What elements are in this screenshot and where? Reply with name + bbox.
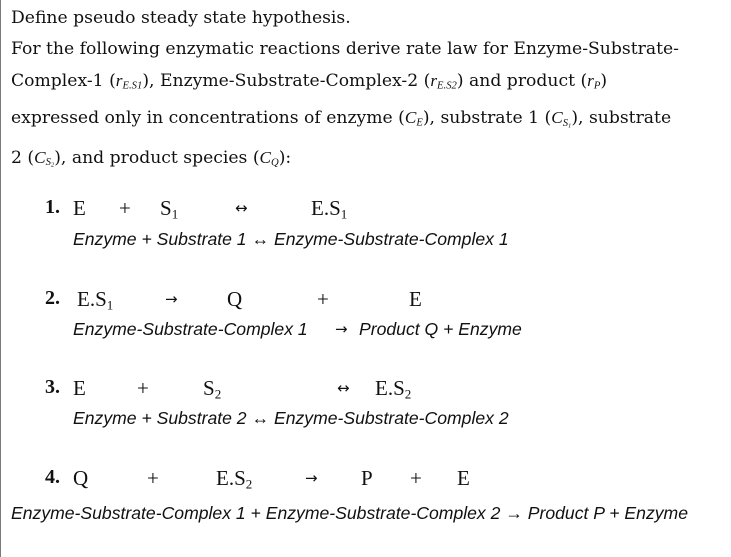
reaction-description: Enzyme-Substrate-Complex 1 xyxy=(73,319,308,339)
intro-text: ) and product ( xyxy=(456,71,588,92)
symbol-subscript xyxy=(46,157,55,168)
species-s2 xyxy=(203,376,221,404)
species-symbol: S xyxy=(203,376,215,400)
species-es1 xyxy=(77,287,113,315)
reaction-3 xyxy=(1,376,730,446)
species-e: E xyxy=(73,196,86,220)
species-es2 xyxy=(216,466,252,494)
species-symbol: E.S xyxy=(77,287,107,311)
species-symbol: E.S xyxy=(216,466,246,490)
reaction-description: Enzyme + Substrate 2 ↔ Enzyme-Substrate-Complex 2 xyxy=(73,408,509,428)
symbol-subscript: E.S1 xyxy=(122,81,143,93)
symbol-subsubscript: 1 xyxy=(568,122,572,130)
intro-text: 2 ( xyxy=(11,147,35,168)
intro-text: Define pseudo steady state hypothesis. xyxy=(11,8,351,28)
species-subscript: 1 xyxy=(340,206,348,222)
symbol-text: r xyxy=(115,71,123,91)
reaction-description: Product Q + Enzyme xyxy=(359,319,522,339)
plus-sign: + xyxy=(119,196,131,220)
reaction-description: Enzyme-Substrate-Complex 1 + Enzyme-Substrate-Complex 2 → Product P + Enzyme xyxy=(11,503,688,523)
intro-text: ) xyxy=(600,71,608,92)
species-s1 xyxy=(160,196,178,224)
symbol-subsubscript: 2 xyxy=(50,162,55,170)
species-e: E xyxy=(457,466,470,490)
conc-e-symbol xyxy=(405,108,423,127)
species-e: E xyxy=(409,287,422,311)
intro-line-5 xyxy=(11,142,723,182)
reaction-description: Enzyme + Substrate 1 ↔ Enzyme-Substrate-Complex 1 xyxy=(73,229,509,249)
species-es1 xyxy=(311,196,347,224)
species-subscript: 2 xyxy=(214,386,222,402)
intro-text: ), substrate 1 ( xyxy=(422,108,552,129)
species-symbol: E.S xyxy=(375,376,405,400)
plus-sign: + xyxy=(147,466,159,490)
symbol-text: C xyxy=(259,147,272,167)
reaction-number: 3. xyxy=(45,376,60,398)
species-p: P xyxy=(361,466,373,490)
plus-sign: + xyxy=(410,466,422,490)
species-q: Q xyxy=(227,287,243,311)
rate-es2-symbol xyxy=(430,71,457,93)
symbol-subscript-text: S xyxy=(45,157,51,169)
symbol-text: C xyxy=(34,147,46,167)
symbol-text: r xyxy=(430,71,438,91)
reaction-number: 1. xyxy=(45,196,60,218)
conc-q-symbol xyxy=(260,148,279,167)
symbol-subscript: Q xyxy=(271,157,279,169)
intro-text: ), and product species ( xyxy=(54,147,260,168)
intro-text: For the following enzymatic reactions derive rate law for Enzyme-Substrate- xyxy=(11,39,679,60)
reaction-4 xyxy=(1,466,730,536)
species-es2 xyxy=(375,376,411,404)
symbol-subscript: E xyxy=(416,117,423,129)
reaction-number: 4. xyxy=(45,466,60,488)
intro-text: Complex-1 ( xyxy=(11,71,116,92)
intro-text: ), substrate xyxy=(571,108,672,129)
species-e: E xyxy=(73,376,86,400)
intro-line-4 xyxy=(11,102,723,142)
rate-es1-symbol xyxy=(115,71,143,93)
species-subscript: 1 xyxy=(171,206,179,222)
conc-s1-symbol xyxy=(551,108,572,130)
species-q: Q xyxy=(73,466,89,490)
symbol-subscript: P xyxy=(593,81,601,93)
reversible-arrow: ↔ xyxy=(235,199,248,217)
species-symbol: E.S xyxy=(311,196,341,220)
symbol-subscript: E.S2 xyxy=(437,81,457,93)
forward-arrow: → xyxy=(165,290,178,308)
symbol-text: C xyxy=(404,108,417,128)
reversible-arrow: ↔ xyxy=(337,379,350,397)
symbol-subscript-text: S xyxy=(562,117,569,129)
intro-line-2 xyxy=(11,34,723,65)
reaction-number: 2. xyxy=(45,287,60,309)
rate-p-symbol xyxy=(587,71,601,93)
species-subscript: 1 xyxy=(106,297,114,313)
species-subscript: 2 xyxy=(404,386,412,402)
intro-line-3 xyxy=(11,65,723,102)
symbol-text: C xyxy=(551,108,563,128)
plus-sign: + xyxy=(317,287,329,311)
species-symbol: S xyxy=(160,196,172,220)
reaction-1 xyxy=(1,196,730,266)
problem-statement xyxy=(11,3,723,181)
forward-arrow: → xyxy=(335,320,348,338)
plus-sign: + xyxy=(137,376,149,400)
intro-text: ), Enzyme-Substrate-Complex-2 ( xyxy=(142,71,431,92)
species-subscript: 2 xyxy=(245,476,253,492)
intro-text: ): xyxy=(278,147,292,168)
conc-s2-symbol xyxy=(34,147,55,170)
intro-line-1 xyxy=(11,3,723,34)
reaction-2 xyxy=(1,287,730,357)
forward-arrow: → xyxy=(305,469,318,487)
intro-text: expressed only in concentrations of enzyme ( xyxy=(11,108,405,129)
symbol-text: r xyxy=(587,71,594,91)
